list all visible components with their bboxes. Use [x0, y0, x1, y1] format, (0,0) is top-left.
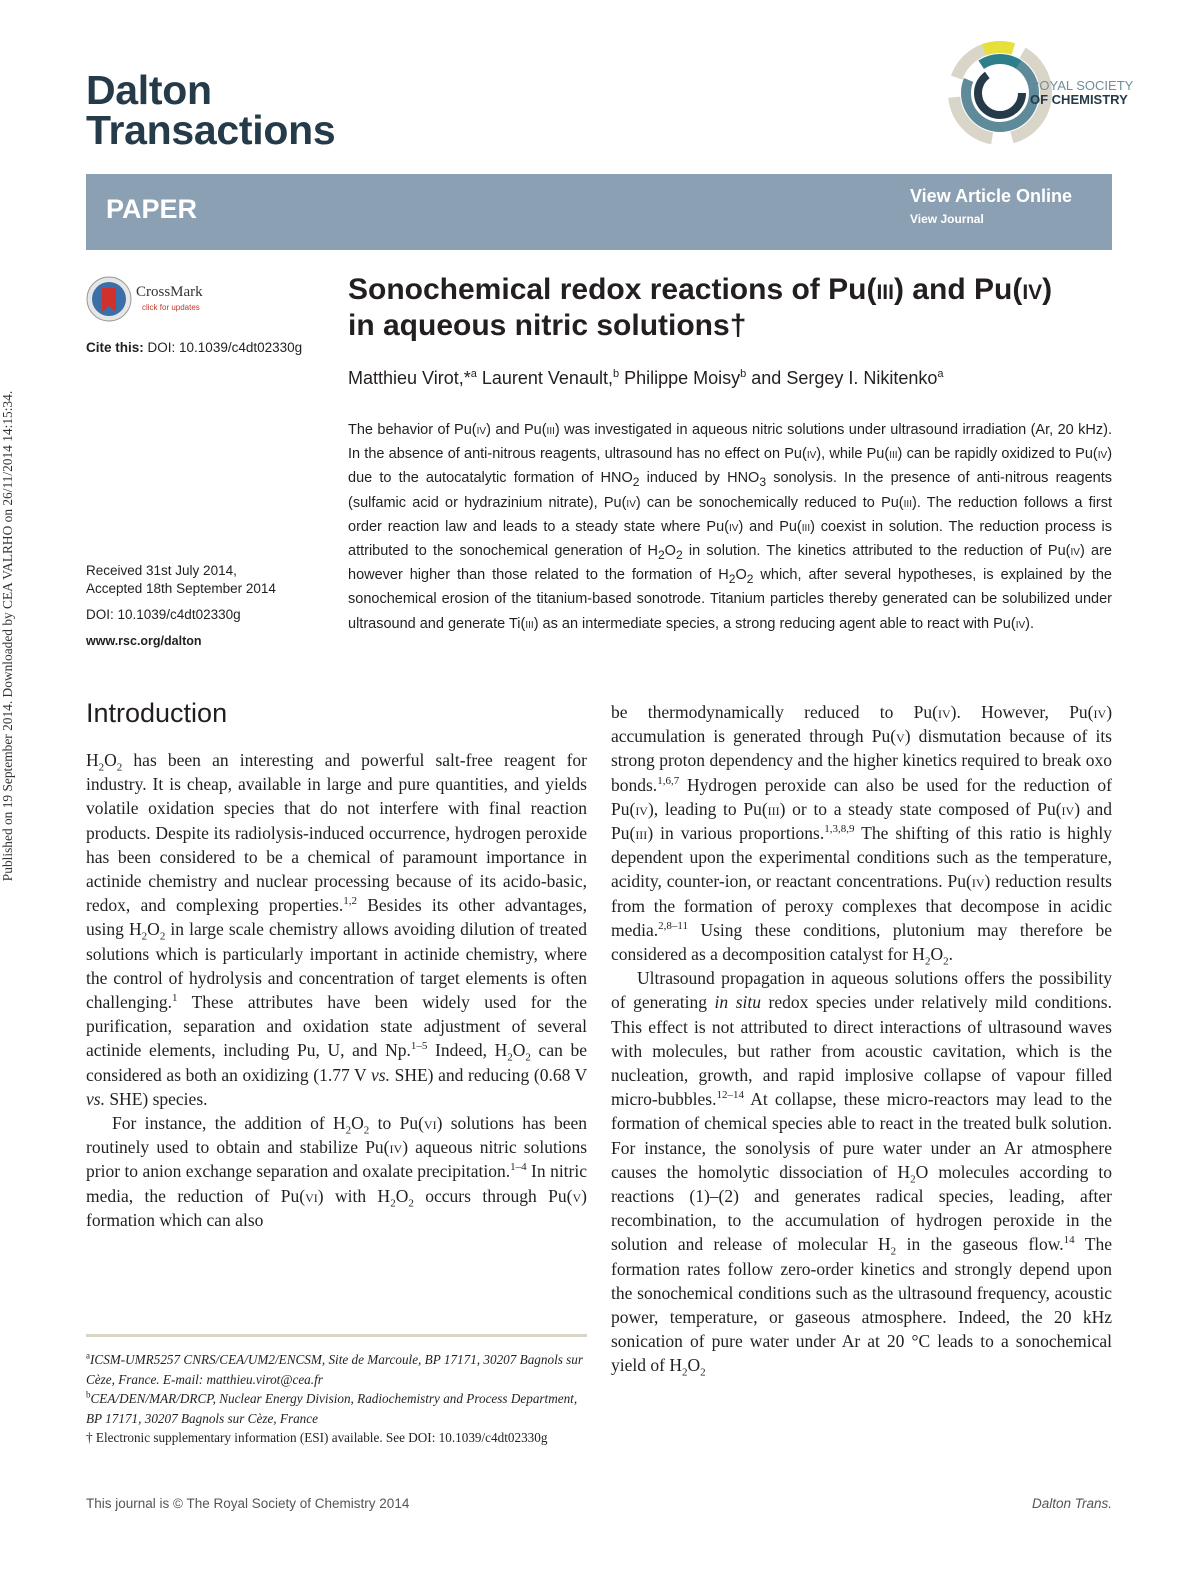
- paper-banner: [86, 174, 1112, 250]
- author: Matthieu Virot,*: [348, 368, 471, 388]
- author-list: [348, 368, 1108, 389]
- journal-url-link[interactable]: www.rsc.org/dalton: [86, 634, 202, 648]
- footnote-esi: † Electronic supplementary information (ESI) available. See DOI: 10.1039/c4dt02330g: [86, 1430, 548, 1446]
- rsc-emblem-icon: [948, 38, 1134, 148]
- journal-title: [86, 67, 336, 153]
- title-text-line2: in aqueous nitric solutions†: [348, 309, 747, 342]
- article-history: [86, 562, 276, 650]
- crossmark-sublabel: click for updates: [142, 303, 200, 312]
- view-journal-link[interactable]: View Journal: [910, 212, 984, 226]
- author-affiliation-mark: a: [470, 368, 477, 380]
- author: and Sergey I. Nikitenko: [746, 368, 938, 388]
- download-notice: Published on 19 September 2014. Downloaded by CEA VALRHO on 26/11/2014 14:15:34.: [0, 390, 15, 882]
- paragraph: Ultrasound propagation in aqueous solutions offers the possibility of generating in situ redox species under relatively mild conditions. This effect is not attributed to direct interactions of ultrasound waves with molecules, but rather from acoustic cavitation, which is the nucleation, growth, and rapid implosive collapse of vapour filled micro-bubbles.$^{12-14}$ At collapse, these micro-reactors may lead to the formation of chemical species able to react in the treated bulk solution. For instance, the sonolysis of pure water under an Ar atmosphere causes the homolytic dissociation of $H_2O$ molecules according to reactions (1)–(2) and generates radical species, leading, after recombination, to the accumulation of hydrogen peroxide in the solution and release of molecular $H_2$ in the gaseous flow.$^{14}$ The formation rates follow zero-order kinetics and strongly depend upon the sonochemical conditions such as the ultrasound frequency, acoustic power, temperature, or gaseous atmosphere. Indeed, the 20 kHz sonication of pure water under Ar at 20 °C leads to a sonochemical yield of $H_2O_2$: [611, 968, 1112, 1379]
- body-column-right: [611, 700, 1112, 1378]
- article-doi: DOI: 10.1039/c4dt02330g: [86, 607, 241, 622]
- paragraph: $H_2O_2$ has been an interesting and powerful salt-free reagent for industry. It is cheap, available in large and pure quantities, and yields volatile oxidation species that do not interfere with final reaction products. Despite its radiolysis-induced occurrence, hydrogen peroxide has been considered to be a chemical of paramount importance in actinide chemistry and nuclear processing because of its acido-basic, redox, and complexing properties.$^{1,2}$ Besides its other advantages, using $H_2O_2$ in large scale chemistry allows avoiding dilution of treated solutions which is particularly important in actinide chemistry, where the control of hydrolysis and concentration of target elements is often challenging.$^1$ These attributes have been widely used for the purification, separation and oxidation state adjustment of several actinide elements, including Pu, U, and Np.$^{1-5}$ Indeed, $H_2O_2$ can be considered as both an oxidizing (1.77 V vs. SHE) and reducing (0.68 V vs. SHE) species.: [86, 750, 587, 1109]
- abstract: The behavior of Pu(iv) and Pu(iii) was investigated in aqueous nitric solutions under ultrasound irradiation (Ar, 20 kHz). In the absence of anti-nitrous reagents, ultrasound has no effect on Pu(iv), while Pu(iii) can be rapidly oxidized to Pu(iv) due to the autocatalytic formation of $HNO_2$ induced by $HNO_3$ sonolysis. In the presence of anti-nitrous reagents (sulfamic acid or hydrazinium nitrate), Pu(iv) can be sonochemically reduced to Pu(iii). The reduction follows a first order reaction law and leads to a steady state where Pu(iv) and Pu(iii) coexist in solution. The reduction process is attributed to the sonochemical generation of $H_2O_2$ in solution. The kinetics attributed to the reduction of Pu(iv) are however higher than those related to the formation of $H_2O_2$ which, after several hypotheses, is explained by the sonochemical erosion of the titanium-based sonotrode. Titanium particles thereby generated can be solubilized under ultrasound and generate Ti(iii) as an intermediate species, a strong reducing agent able to react with Pu(iv).: [348, 422, 1113, 632]
- cite-this-label: Cite this:: [86, 340, 144, 355]
- rsc-logo-line2: OF CHEMISTRY: [1030, 92, 1128, 107]
- accepted-date: Accepted 18th September 2014: [86, 581, 276, 596]
- crossmark-label: CrossMark: [136, 284, 203, 300]
- author-affiliation-mark: a: [937, 368, 944, 380]
- footnote-affiliation-a: $^a$ICSM-UMR5257 CNRS/CEA/UM2/ENCSM, Site de Marcoule, BP 17171, 30207 Bagnols sur Cèze, France. E-mail: matthieu.virot@cea.fr: [86, 1350, 584, 1387]
- footnote-affiliation-b: $^b$CEA/DEN/MAR/DRCP, Nuclear Energy Division, Radiochemistry and Process Department, BP 17171, 30207 Bagnols sur Cèze, France: [86, 1389, 578, 1426]
- rsc-logo-line1: ROYAL SOCIETY: [1030, 78, 1134, 93]
- author-affiliation-mark: b: [740, 368, 747, 380]
- rsc-logo: [948, 38, 1134, 148]
- body-column-left: [86, 748, 587, 1232]
- journal-title-line1: Dalton: [86, 67, 212, 113]
- paragraph: For instance, the addition of $H_2O_2$ to Pu(vi) solutions has been routinely used to obtain and stabilize Pu(iv) aqueous nitric solutions prior to anion exchange separation and oxalate precipitation.$^{1-4}$ In nitric media, the reduction of Pu(vi) with $H_2O_2$ occurs through Pu(v) formation which can also: [86, 1113, 587, 1230]
- cite-this-doi: DOI: 10.1039/c4dt02330g: [147, 340, 303, 355]
- cite-this: [86, 340, 302, 355]
- title-text: Sonochemical redox reactions of Pu(: [348, 273, 877, 306]
- crossmark-icon: [86, 276, 132, 322]
- title-ox-iii: iii: [876, 273, 894, 306]
- title-ox-iv: iv: [1022, 273, 1043, 306]
- journal-abbrev-footer: Dalton Trans.: [1031, 1496, 1112, 1511]
- view-article-online-link[interactable]: View Article Online: [910, 186, 1073, 206]
- author: Philippe Moisy: [619, 368, 741, 388]
- crossmark-badge[interactable]: [86, 276, 226, 324]
- section-heading-introduction: Introduction: [86, 698, 228, 728]
- copyright-footer: This journal is © The Royal Society of Chemistry 2014: [86, 1496, 410, 1511]
- article-type-label: PAPER: [106, 194, 198, 224]
- title-text: ): [1042, 273, 1053, 306]
- footnote-divider: [86, 1334, 587, 1337]
- paragraph: be thermodynamically reduced to Pu(iv). However, Pu(iv) accumulation is generated through Pu(v) dismutation because of its strong proton dependency and the higher kinetics required to break oxo bonds.$^{1,6,7}$ Hydrogen peroxide can also be used for the reduction of Pu(iv), leading to Pu(iii) or to a steady state composed of Pu(iv) and Pu(iii) in various proportions.$^{1,3,8,9}$ The shifting of this ratio is highly dependent upon the experimental conditions such as the temperature, acidity, counter-ion, or reactant concentrations. Pu(iv) reduction results from the formation of peroxy complexes that decompose in acidic media.$^{2,8-11}$ Using these conditions, plutonium may therefore be considered as a decomposition catalyst for $H_2O_2$.: [611, 702, 1113, 968]
- footnotes: [86, 1350, 587, 1448]
- author: Laurent Venault,: [476, 368, 613, 388]
- journal-title-line2: Transactions: [86, 107, 336, 153]
- article-title: [348, 272, 1108, 344]
- title-text: ) and Pu(: [893, 273, 1023, 306]
- received-date: Received 31st July 2014,: [86, 563, 237, 578]
- author-affiliation-mark: b: [612, 368, 620, 380]
